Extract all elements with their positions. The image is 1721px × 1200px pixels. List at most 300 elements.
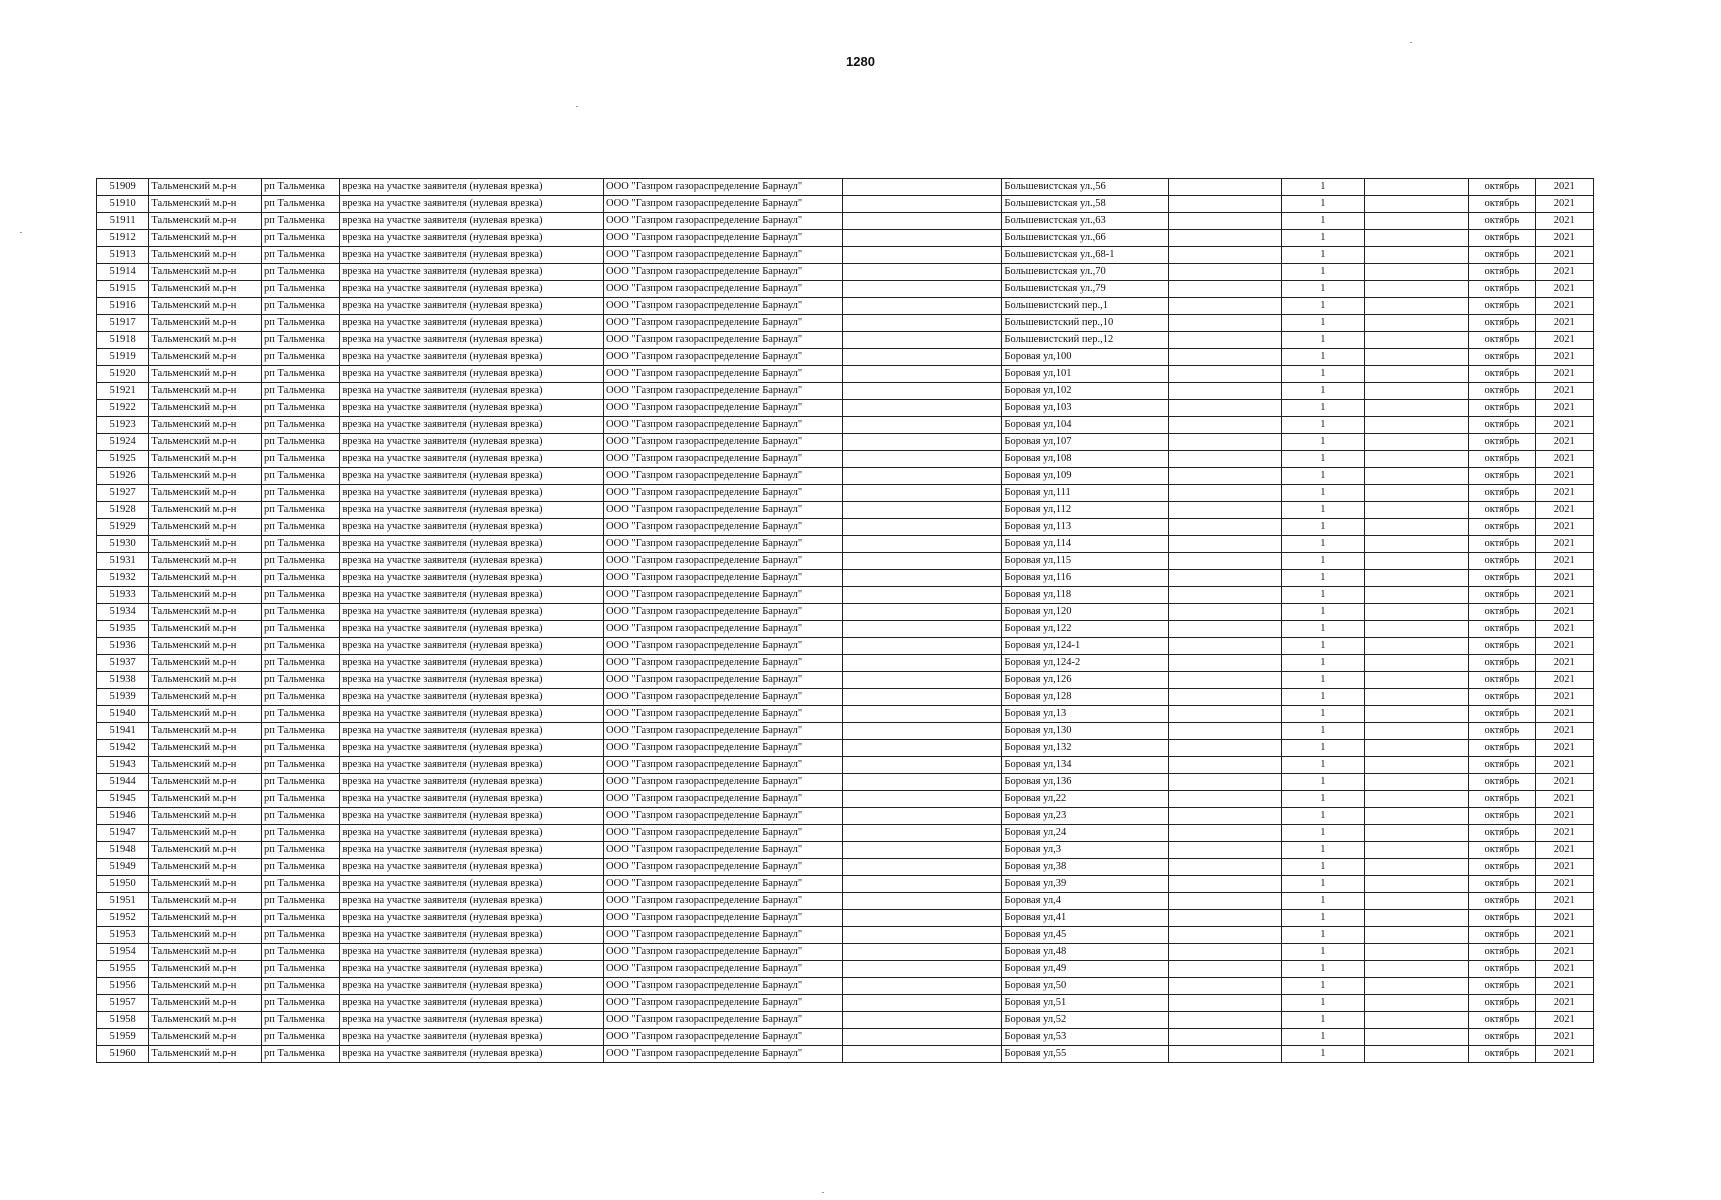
- empty-cell: [1364, 281, 1469, 298]
- year-cell: 2021: [1535, 315, 1593, 332]
- organization-cell: ООО "Газпром газораспределение Барнаул": [604, 757, 843, 774]
- table-row: [97, 910, 1594, 927]
- empty-cell: [1364, 774, 1469, 791]
- month-cell: октябрь: [1469, 536, 1535, 553]
- work-type-cell: врезка на участке заявителя (нулевая врезка): [340, 672, 604, 689]
- empty-cell: [1169, 434, 1282, 451]
- organization-cell: ООО "Газпром газораспределение Барнаул": [604, 638, 843, 655]
- empty-cell: [1169, 502, 1282, 519]
- row-number: 51918: [97, 332, 149, 349]
- work-type-cell: врезка на участке заявителя (нулевая врезка): [340, 689, 604, 706]
- work-type-cell: врезка на участке заявителя (нулевая врезка): [340, 791, 604, 808]
- work-type-cell: врезка на участке заявителя (нулевая врезка): [340, 570, 604, 587]
- quantity-cell: 1: [1282, 655, 1364, 672]
- empty-cell: [843, 910, 1002, 927]
- table-row: [97, 400, 1594, 417]
- settlement-cell: рп Тальменка: [261, 723, 339, 740]
- quantity-cell: 1: [1282, 842, 1364, 859]
- district-cell: Тальменский м.р-н: [149, 230, 262, 247]
- organization-cell: ООО "Газпром газораспределение Барнаул": [604, 927, 843, 944]
- year-cell: 2021: [1535, 672, 1593, 689]
- work-type-cell: врезка на участке заявителя (нулевая врезка): [340, 400, 604, 417]
- quantity-cell: 1: [1282, 349, 1364, 366]
- settlement-cell: рп Тальменка: [261, 383, 339, 400]
- organization-cell: ООО "Газпром газораспределение Барнаул": [604, 349, 843, 366]
- quantity-cell: 1: [1282, 825, 1364, 842]
- quantity-cell: 1: [1282, 179, 1364, 196]
- empty-cell: [1169, 808, 1282, 825]
- month-cell: октябрь: [1469, 638, 1535, 655]
- month-cell: октябрь: [1469, 179, 1535, 196]
- settlement-cell: рп Тальменка: [261, 808, 339, 825]
- address-cell: Большевистский пер.,12: [1002, 332, 1169, 349]
- work-type-cell: врезка на участке заявителя (нулевая врезка): [340, 434, 604, 451]
- row-number: 51927: [97, 485, 149, 502]
- organization-cell: ООО "Газпром газораспределение Барнаул": [604, 570, 843, 587]
- work-type-cell: врезка на участке заявителя (нулевая врезка): [340, 179, 604, 196]
- empty-cell: [1169, 230, 1282, 247]
- work-type-cell: врезка на участке заявителя (нулевая врезка): [340, 774, 604, 791]
- month-cell: октябрь: [1469, 434, 1535, 451]
- empty-cell: [843, 723, 1002, 740]
- organization-cell: ООО "Газпром газораспределение Барнаул": [604, 196, 843, 213]
- table-row: [97, 927, 1594, 944]
- month-cell: октябрь: [1469, 995, 1535, 1012]
- year-cell: 2021: [1535, 842, 1593, 859]
- row-number: 51952: [97, 910, 149, 927]
- empty-cell: [843, 859, 1002, 876]
- empty-cell: [1364, 723, 1469, 740]
- organization-cell: ООО "Газпром газораспределение Барнаул": [604, 519, 843, 536]
- quantity-cell: 1: [1282, 1046, 1364, 1063]
- table-body: [97, 179, 1594, 1063]
- quantity-cell: 1: [1282, 332, 1364, 349]
- work-type-cell: врезка на участке заявителя (нулевая врезка): [340, 638, 604, 655]
- empty-cell: [843, 604, 1002, 621]
- table-row: [97, 791, 1594, 808]
- quantity-cell: 1: [1282, 434, 1364, 451]
- row-number: 51909: [97, 179, 149, 196]
- year-cell: 2021: [1535, 944, 1593, 961]
- work-type-cell: врезка на участке заявителя (нулевая врезка): [340, 536, 604, 553]
- organization-cell: ООО "Газпром газораспределение Барнаул": [604, 740, 843, 757]
- work-type-cell: врезка на участке заявителя (нулевая врезка): [340, 213, 604, 230]
- settlement-cell: рп Тальменка: [261, 978, 339, 995]
- quantity-cell: 1: [1282, 876, 1364, 893]
- work-type-cell: врезка на участке заявителя (нулевая врезка): [340, 553, 604, 570]
- quantity-cell: 1: [1282, 570, 1364, 587]
- empty-cell: [1169, 213, 1282, 230]
- settlement-cell: рп Тальменка: [261, 536, 339, 553]
- address-cell: Боровая ул,134: [1002, 757, 1169, 774]
- scan-speck: [1410, 42, 1412, 43]
- quantity-cell: 1: [1282, 910, 1364, 927]
- empty-cell: [1364, 485, 1469, 502]
- month-cell: октябрь: [1469, 808, 1535, 825]
- empty-cell: [1364, 570, 1469, 587]
- empty-cell: [1364, 451, 1469, 468]
- address-cell: Боровая ул,122: [1002, 621, 1169, 638]
- empty-cell: [1364, 366, 1469, 383]
- district-cell: Тальменский м.р-н: [149, 842, 262, 859]
- settlement-cell: рп Тальменка: [261, 791, 339, 808]
- month-cell: октябрь: [1469, 213, 1535, 230]
- row-number: 51955: [97, 961, 149, 978]
- empty-cell: [843, 485, 1002, 502]
- table-row: [97, 587, 1594, 604]
- empty-cell: [843, 893, 1002, 910]
- empty-cell: [1364, 349, 1469, 366]
- year-cell: 2021: [1535, 383, 1593, 400]
- year-cell: 2021: [1535, 247, 1593, 264]
- district-cell: Тальменский м.р-н: [149, 825, 262, 842]
- address-cell: Боровая ул,112: [1002, 502, 1169, 519]
- work-type-cell: врезка на участке заявителя (нулевая врезка): [340, 621, 604, 638]
- quantity-cell: 1: [1282, 213, 1364, 230]
- year-cell: 2021: [1535, 502, 1593, 519]
- empty-cell: [1169, 638, 1282, 655]
- settlement-cell: рп Тальменка: [261, 315, 339, 332]
- table-row: [97, 893, 1594, 910]
- empty-cell: [843, 927, 1002, 944]
- organization-cell: ООО "Газпром газораспределение Барнаул": [604, 808, 843, 825]
- work-type-cell: врезка на участке заявителя (нулевая врезка): [340, 893, 604, 910]
- work-type-cell: врезка на участке заявителя (нулевая врезка): [340, 502, 604, 519]
- row-number: 51941: [97, 723, 149, 740]
- address-cell: Боровая ул,53: [1002, 1029, 1169, 1046]
- empty-cell: [843, 468, 1002, 485]
- empty-cell: [843, 451, 1002, 468]
- empty-cell: [843, 247, 1002, 264]
- address-cell: Боровая ул,23: [1002, 808, 1169, 825]
- address-cell: Боровая ул,118: [1002, 587, 1169, 604]
- district-cell: Тальменский м.р-н: [149, 740, 262, 757]
- empty-cell: [1169, 655, 1282, 672]
- empty-cell: [843, 400, 1002, 417]
- district-cell: Тальменский м.р-н: [149, 298, 262, 315]
- row-number: 51920: [97, 366, 149, 383]
- row-number: 51925: [97, 451, 149, 468]
- district-cell: Тальменский м.р-н: [149, 1046, 262, 1063]
- settlement-cell: рп Тальменка: [261, 1046, 339, 1063]
- empty-cell: [843, 995, 1002, 1012]
- work-type-cell: врезка на участке заявителя (нулевая врезка): [340, 740, 604, 757]
- address-cell: Боровая ул,128: [1002, 689, 1169, 706]
- district-cell: Тальменский м.р-н: [149, 383, 262, 400]
- row-number: 51929: [97, 519, 149, 536]
- table-row: [97, 757, 1594, 774]
- empty-cell: [1364, 842, 1469, 859]
- table-row: [97, 1046, 1594, 1063]
- empty-cell: [1364, 791, 1469, 808]
- year-cell: 2021: [1535, 536, 1593, 553]
- empty-cell: [1364, 417, 1469, 434]
- district-cell: Тальменский м.р-н: [149, 655, 262, 672]
- work-type-cell: врезка на участке заявителя (нулевая врезка): [340, 587, 604, 604]
- empty-cell: [1169, 1012, 1282, 1029]
- organization-cell: ООО "Газпром газораспределение Барнаул": [604, 451, 843, 468]
- table-row: [97, 196, 1594, 213]
- work-type-cell: врезка на участке заявителя (нулевая врезка): [340, 417, 604, 434]
- settlement-cell: рп Тальменка: [261, 281, 339, 298]
- work-type-cell: врезка на участке заявителя (нулевая врезка): [340, 196, 604, 213]
- district-cell: Тальменский м.р-н: [149, 859, 262, 876]
- address-cell: Большевистская ул.,66: [1002, 230, 1169, 247]
- month-cell: октябрь: [1469, 825, 1535, 842]
- empty-cell: [1169, 791, 1282, 808]
- empty-cell: [1364, 519, 1469, 536]
- table-row: [97, 808, 1594, 825]
- year-cell: 2021: [1535, 791, 1593, 808]
- empty-cell: [1364, 740, 1469, 757]
- empty-cell: [1169, 604, 1282, 621]
- quantity-cell: 1: [1282, 383, 1364, 400]
- empty-cell: [1169, 349, 1282, 366]
- table-row: [97, 689, 1594, 706]
- settlement-cell: рп Тальменка: [261, 587, 339, 604]
- quantity-cell: 1: [1282, 400, 1364, 417]
- settlement-cell: рп Тальменка: [261, 706, 339, 723]
- organization-cell: ООО "Газпром газораспределение Барнаул": [604, 247, 843, 264]
- row-number: 51959: [97, 1029, 149, 1046]
- empty-cell: [843, 842, 1002, 859]
- work-type-cell: врезка на участке заявителя (нулевая врезка): [340, 808, 604, 825]
- address-cell: Боровая ул,103: [1002, 400, 1169, 417]
- empty-cell: [1364, 876, 1469, 893]
- work-type-cell: врезка на участке заявителя (нулевая врезка): [340, 604, 604, 621]
- month-cell: октябрь: [1469, 417, 1535, 434]
- quantity-cell: 1: [1282, 774, 1364, 791]
- empty-cell: [1364, 1012, 1469, 1029]
- empty-cell: [1364, 264, 1469, 281]
- empty-cell: [1364, 502, 1469, 519]
- month-cell: октябрь: [1469, 978, 1535, 995]
- year-cell: 2021: [1535, 978, 1593, 995]
- address-cell: Боровая ул,113: [1002, 519, 1169, 536]
- settlement-cell: рп Тальменка: [261, 689, 339, 706]
- year-cell: 2021: [1535, 638, 1593, 655]
- work-type-cell: врезка на участке заявителя (нулевая врезка): [340, 349, 604, 366]
- work-type-cell: врезка на участке заявителя (нулевая врезка): [340, 485, 604, 502]
- address-cell: Боровая ул,38: [1002, 859, 1169, 876]
- address-cell: Боровая ул,3: [1002, 842, 1169, 859]
- empty-cell: [1169, 587, 1282, 604]
- row-number: 51935: [97, 621, 149, 638]
- year-cell: 2021: [1535, 1046, 1593, 1063]
- district-cell: Тальменский м.р-н: [149, 587, 262, 604]
- empty-cell: [1364, 961, 1469, 978]
- month-cell: октябрь: [1469, 757, 1535, 774]
- settlement-cell: рп Тальменка: [261, 910, 339, 927]
- work-type-cell: врезка на участке заявителя (нулевая врезка): [340, 927, 604, 944]
- address-cell: Боровая ул,45: [1002, 927, 1169, 944]
- register-table: [96, 178, 1594, 1063]
- district-cell: Тальменский м.р-н: [149, 434, 262, 451]
- year-cell: 2021: [1535, 179, 1593, 196]
- year-cell: 2021: [1535, 434, 1593, 451]
- table-row: [97, 672, 1594, 689]
- row-number: 51953: [97, 927, 149, 944]
- district-cell: Тальменский м.р-н: [149, 876, 262, 893]
- settlement-cell: рп Тальменка: [261, 468, 339, 485]
- month-cell: октябрь: [1469, 893, 1535, 910]
- year-cell: 2021: [1535, 196, 1593, 213]
- address-cell: Большевистская ул.,79: [1002, 281, 1169, 298]
- empty-cell: [843, 961, 1002, 978]
- year-cell: 2021: [1535, 281, 1593, 298]
- empty-cell: [1169, 944, 1282, 961]
- quantity-cell: 1: [1282, 468, 1364, 485]
- month-cell: октябрь: [1469, 400, 1535, 417]
- district-cell: Тальменский м.р-н: [149, 417, 262, 434]
- empty-cell: [843, 383, 1002, 400]
- quantity-cell: 1: [1282, 706, 1364, 723]
- empty-cell: [843, 264, 1002, 281]
- month-cell: октябрь: [1469, 230, 1535, 247]
- organization-cell: ООО "Газпром газораспределение Барнаул": [604, 723, 843, 740]
- empty-cell: [1169, 672, 1282, 689]
- month-cell: октябрь: [1469, 519, 1535, 536]
- row-number: 51912: [97, 230, 149, 247]
- address-cell: Боровая ул,39: [1002, 876, 1169, 893]
- settlement-cell: рп Тальменка: [261, 349, 339, 366]
- settlement-cell: рп Тальменка: [261, 400, 339, 417]
- settlement-cell: рп Тальменка: [261, 417, 339, 434]
- settlement-cell: рп Тальменка: [261, 893, 339, 910]
- quantity-cell: 1: [1282, 485, 1364, 502]
- district-cell: Тальменский м.р-н: [149, 315, 262, 332]
- settlement-cell: рп Тальменка: [261, 1029, 339, 1046]
- empty-cell: [1169, 451, 1282, 468]
- year-cell: 2021: [1535, 689, 1593, 706]
- year-cell: 2021: [1535, 468, 1593, 485]
- year-cell: 2021: [1535, 723, 1593, 740]
- empty-cell: [1364, 978, 1469, 995]
- settlement-cell: рп Тальменка: [261, 298, 339, 315]
- row-number: 51936: [97, 638, 149, 655]
- table-row: [97, 859, 1594, 876]
- settlement-cell: рп Тальменка: [261, 621, 339, 638]
- year-cell: 2021: [1535, 332, 1593, 349]
- address-cell: Боровая ул,100: [1002, 349, 1169, 366]
- empty-cell: [1169, 978, 1282, 995]
- empty-cell: [1364, 621, 1469, 638]
- empty-cell: [1364, 638, 1469, 655]
- row-number: 51916: [97, 298, 149, 315]
- month-cell: октябрь: [1469, 264, 1535, 281]
- work-type-cell: врезка на участке заявителя (нулевая врезка): [340, 995, 604, 1012]
- empty-cell: [1169, 247, 1282, 264]
- row-number: 51914: [97, 264, 149, 281]
- row-number: 51937: [97, 655, 149, 672]
- empty-cell: [1364, 604, 1469, 621]
- quantity-cell: 1: [1282, 791, 1364, 808]
- empty-cell: [1364, 808, 1469, 825]
- month-cell: октябрь: [1469, 655, 1535, 672]
- table-row: [97, 774, 1594, 791]
- year-cell: 2021: [1535, 825, 1593, 842]
- organization-cell: ООО "Газпром газораспределение Барнаул": [604, 1046, 843, 1063]
- settlement-cell: рп Тальменка: [261, 1012, 339, 1029]
- district-cell: Тальменский м.р-н: [149, 604, 262, 621]
- settlement-cell: рп Тальменка: [261, 944, 339, 961]
- quantity-cell: 1: [1282, 740, 1364, 757]
- month-cell: октябрь: [1469, 332, 1535, 349]
- organization-cell: ООО "Газпром газораспределение Барнаул": [604, 978, 843, 995]
- empty-cell: [843, 349, 1002, 366]
- empty-cell: [1364, 587, 1469, 604]
- empty-cell: [1364, 536, 1469, 553]
- scan-speck: [576, 106, 578, 107]
- empty-cell: [843, 570, 1002, 587]
- quantity-cell: 1: [1282, 1012, 1364, 1029]
- empty-cell: [1364, 706, 1469, 723]
- empty-cell: [1169, 298, 1282, 315]
- work-type-cell: врезка на участке заявителя (нулевая врезка): [340, 519, 604, 536]
- row-number: 51919: [97, 349, 149, 366]
- table-row: [97, 468, 1594, 485]
- table-row: [97, 434, 1594, 451]
- organization-cell: ООО "Газпром газораспределение Барнаул": [604, 825, 843, 842]
- empty-cell: [1169, 519, 1282, 536]
- quantity-cell: 1: [1282, 1029, 1364, 1046]
- year-cell: 2021: [1535, 570, 1593, 587]
- empty-cell: [1169, 689, 1282, 706]
- address-cell: Боровая ул,124-1: [1002, 638, 1169, 655]
- empty-cell: [1169, 893, 1282, 910]
- empty-cell: [1169, 825, 1282, 842]
- settlement-cell: рп Тальменка: [261, 179, 339, 196]
- district-cell: Тальменский м.р-н: [149, 213, 262, 230]
- row-number: 51948: [97, 842, 149, 859]
- table-row: [97, 417, 1594, 434]
- organization-cell: ООО "Газпром газораспределение Барнаул": [604, 298, 843, 315]
- empty-cell: [1169, 740, 1282, 757]
- month-cell: октябрь: [1469, 944, 1535, 961]
- empty-cell: [1169, 621, 1282, 638]
- table-row: [97, 247, 1594, 264]
- address-cell: Боровая ул,115: [1002, 553, 1169, 570]
- quantity-cell: 1: [1282, 723, 1364, 740]
- row-number: 51911: [97, 213, 149, 230]
- settlement-cell: рп Тальменка: [261, 842, 339, 859]
- year-cell: 2021: [1535, 893, 1593, 910]
- year-cell: 2021: [1535, 1029, 1593, 1046]
- settlement-cell: рп Тальменка: [261, 604, 339, 621]
- empty-cell: [1169, 757, 1282, 774]
- year-cell: 2021: [1535, 740, 1593, 757]
- row-number: 51946: [97, 808, 149, 825]
- quantity-cell: 1: [1282, 502, 1364, 519]
- address-cell: Большевистский пер.,1: [1002, 298, 1169, 315]
- month-cell: октябрь: [1469, 621, 1535, 638]
- work-type-cell: врезка на участке заявителя (нулевая врезка): [340, 876, 604, 893]
- empty-cell: [843, 757, 1002, 774]
- month-cell: октябрь: [1469, 502, 1535, 519]
- settlement-cell: рп Тальменка: [261, 995, 339, 1012]
- empty-cell: [1169, 400, 1282, 417]
- district-cell: Тальменский м.р-н: [149, 706, 262, 723]
- organization-cell: ООО "Газпром газораспределение Барнаул": [604, 604, 843, 621]
- district-cell: Тальменский м.р-н: [149, 451, 262, 468]
- address-cell: Боровая ул,51: [1002, 995, 1169, 1012]
- year-cell: 2021: [1535, 451, 1593, 468]
- empty-cell: [1364, 757, 1469, 774]
- organization-cell: ООО "Газпром газораспределение Барнаул": [604, 264, 843, 281]
- year-cell: 2021: [1535, 230, 1593, 247]
- district-cell: Тальменский м.р-н: [149, 281, 262, 298]
- district-cell: Тальменский м.р-н: [149, 808, 262, 825]
